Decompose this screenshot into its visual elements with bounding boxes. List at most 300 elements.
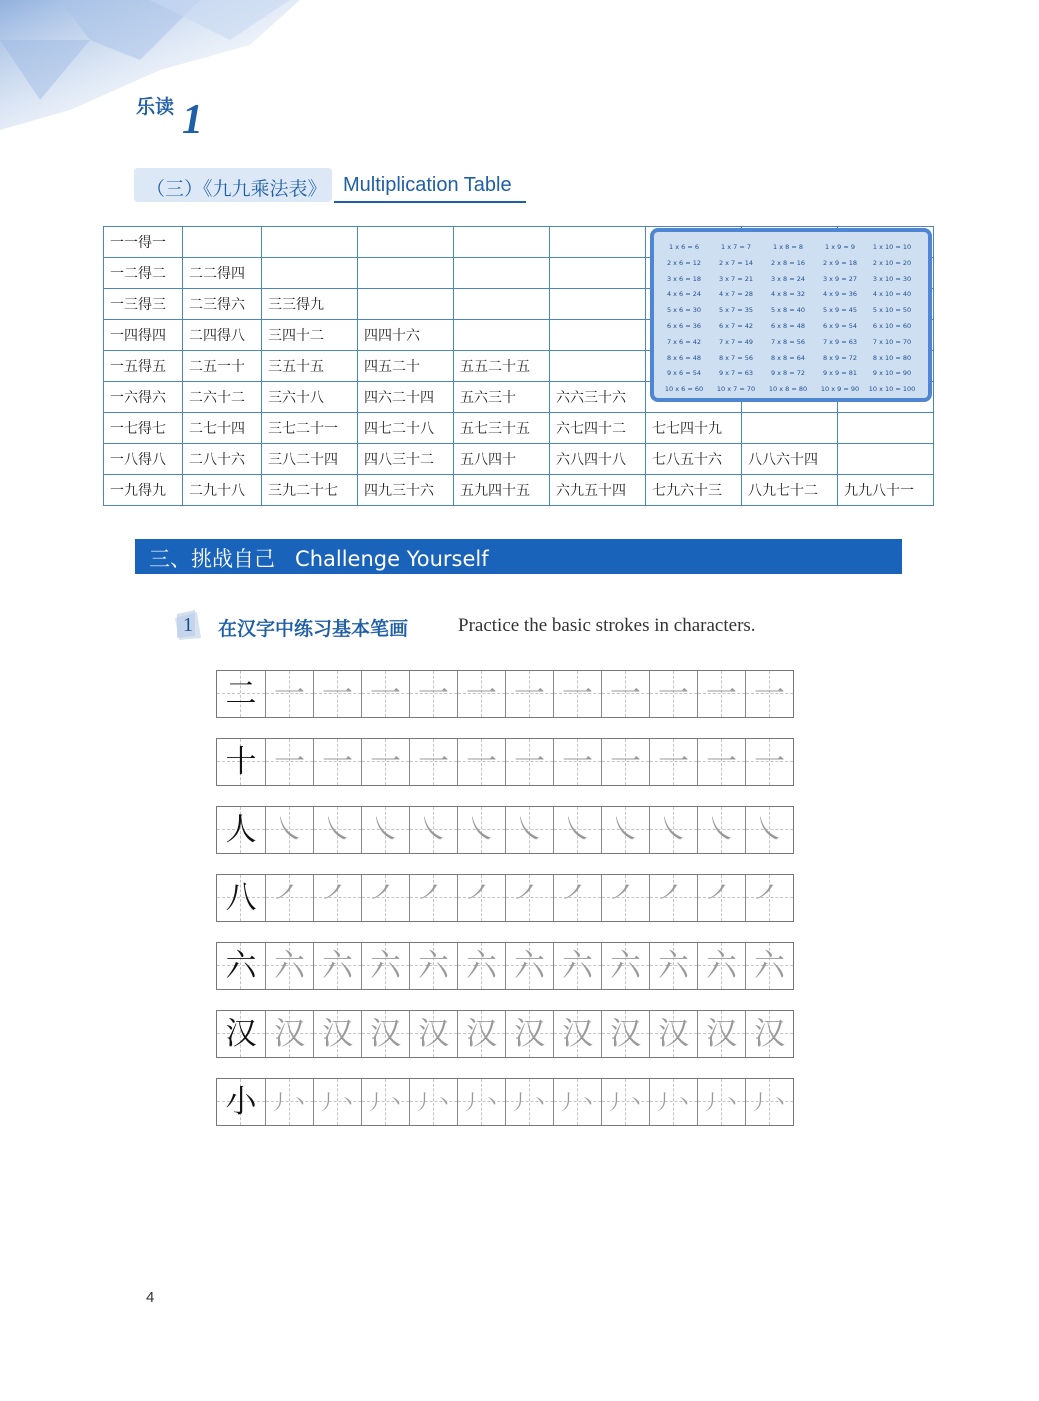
table-cell: 六七四十二 — [550, 413, 646, 444]
trace-cell[interactable] — [649, 875, 697, 921]
trace-stroke: 一 — [370, 675, 401, 712]
trace-cell[interactable] — [601, 1011, 649, 1057]
trace-cell[interactable] — [457, 807, 505, 853]
trace-cell[interactable] — [409, 1011, 457, 1057]
banner-title: 三、挑战自己 Challenge Yourself — [149, 547, 489, 571]
trace-cell[interactable] — [361, 671, 409, 717]
board-equation: 10 x 9 = 90 — [820, 385, 860, 394]
trace-cell[interactable] — [265, 671, 313, 717]
model-character: 八 — [225, 879, 257, 916]
trace-stroke: 六 — [274, 947, 305, 984]
trace-stroke: 一 — [658, 675, 689, 712]
trace-cell[interactable] — [457, 875, 505, 921]
model-character: 十 — [225, 743, 257, 780]
trace-stroke: 一 — [658, 743, 689, 780]
trace-cell[interactable] — [601, 943, 649, 989]
exercise-title-zh: 在汉字中练习基本笔画 — [218, 618, 409, 640]
board-equation: 2 x 10 = 20 — [872, 258, 912, 267]
trace-cell[interactable] — [553, 1011, 601, 1057]
trace-cell[interactable] — [457, 671, 505, 717]
trace-cell[interactable] — [313, 1079, 361, 1125]
table-row — [104, 444, 934, 475]
table-cell — [550, 258, 646, 289]
board-equation: 6 x 6 = 36 — [666, 321, 702, 330]
table-cell: 二八十六 — [183, 444, 262, 475]
trace-stroke: 丿丶 — [461, 1090, 502, 1114]
trace-cell[interactable] — [697, 875, 745, 921]
table-cell: 二二得四 — [183, 258, 262, 289]
table-cell — [454, 289, 550, 320]
board-equation: 8 x 6 = 48 — [666, 353, 702, 362]
table-cell: 三六十八 — [262, 382, 358, 413]
trace-cell[interactable] — [361, 1011, 409, 1057]
trace-stroke: 一 — [514, 743, 545, 780]
book-number: 1 — [182, 97, 203, 143]
table-cell: 四八三十二 — [358, 444, 454, 475]
multiplication-board — [650, 228, 932, 402]
table-cell: 六六三十六 — [550, 382, 646, 413]
trace-cell[interactable] — [409, 943, 457, 989]
trace-cell[interactable] — [361, 739, 409, 785]
trace-stroke: 六 — [562, 947, 593, 984]
trace-stroke: 一 — [466, 675, 497, 712]
board-equation: 6 x 10 = 60 — [872, 321, 912, 330]
table-cell — [454, 258, 550, 289]
trace-stroke: 一 — [514, 675, 545, 712]
model-character: 二 — [225, 675, 257, 712]
table-cell — [262, 258, 358, 289]
trace-cell[interactable] — [745, 671, 793, 717]
trace-cell[interactable] — [313, 739, 361, 785]
table-cell: 二五一十 — [183, 351, 262, 382]
exercise-title-en: Practice the basic strokes in characters. — [458, 615, 756, 636]
board-equation: 8 x 10 = 80 — [872, 353, 912, 362]
challenge-banner — [135, 539, 902, 574]
board-equation: 3 x 7 = 21 — [718, 274, 754, 283]
board-equation: 6 x 8 = 48 — [770, 321, 806, 330]
table-cell: 五八四十 — [454, 444, 550, 475]
trace-cell[interactable] — [601, 807, 649, 853]
trace-cell[interactable] — [745, 807, 793, 853]
trace-cell[interactable] — [553, 875, 601, 921]
table-cell — [838, 444, 934, 475]
trace-cell[interactable] — [697, 943, 745, 989]
trace-stroke: 丿丶 — [605, 1090, 646, 1114]
trace-stroke: 六 — [706, 947, 737, 984]
table-cell: 一九得九 — [104, 475, 183, 506]
trace-stroke: 丿丶 — [557, 1090, 598, 1114]
trace-cell[interactable] — [409, 875, 457, 921]
board-equation: 1 x 6 = 6 — [669, 243, 699, 251]
trace-cell[interactable] — [745, 739, 793, 785]
trace-cell[interactable] — [409, 1079, 457, 1125]
exercise-number: 1 — [183, 614, 193, 636]
trace-stroke: 汉 — [322, 1015, 353, 1052]
trace-stroke: 丿丶 — [509, 1090, 550, 1114]
table-cell: 一六得六 — [104, 382, 183, 413]
table-cell: 七九六十三 — [646, 475, 742, 506]
trace-stroke: 汉 — [610, 1015, 641, 1052]
trace-stroke: 丿丶 — [413, 1090, 454, 1114]
practice-row — [216, 806, 794, 854]
board-equation: 10 x 7 = 70 — [716, 385, 756, 394]
trace-cell[interactable] — [649, 1011, 697, 1057]
board-equation: 10 x 10 = 100 — [868, 385, 916, 394]
table-cell — [358, 227, 454, 258]
trace-cell[interactable] — [505, 671, 553, 717]
model-character: 六 — [225, 947, 257, 984]
trace-stroke: ㇏ — [274, 811, 305, 848]
board-equation: 9 x 9 = 81 — [822, 369, 858, 378]
table-cell: 三四十二 — [262, 320, 358, 351]
table-cell: 二七十四 — [183, 413, 262, 444]
trace-stroke: ㇏ — [370, 811, 401, 848]
board-equation: 7 x 8 = 56 — [770, 337, 806, 346]
trace-stroke: 一 — [418, 743, 449, 780]
board-equation: 8 x 8 = 64 — [770, 353, 806, 362]
section-english-title: Multiplication Table — [334, 174, 526, 203]
trace-stroke: 六 — [610, 947, 641, 984]
trace-stroke: 汉 — [754, 1015, 785, 1052]
trace-cell[interactable] — [649, 671, 697, 717]
table-cell — [454, 227, 550, 258]
trace-cell[interactable] — [553, 739, 601, 785]
table-cell: 四九三十六 — [358, 475, 454, 506]
table-cell — [454, 320, 550, 351]
table-cell — [550, 320, 646, 351]
trace-stroke: ㇒ — [514, 879, 545, 916]
board-equation: 5 x 7 = 35 — [718, 306, 754, 315]
corner-decoration — [0, 0, 320, 140]
trace-cell[interactable] — [265, 1011, 313, 1057]
practice-row — [216, 1078, 794, 1126]
trace-cell[interactable] — [601, 875, 649, 921]
trace-cell[interactable] — [697, 807, 745, 853]
trace-stroke: ㇏ — [706, 811, 737, 848]
trace-cell[interactable] — [505, 807, 553, 853]
board-equation: 7 x 7 = 49 — [718, 337, 754, 346]
trace-cell[interactable] — [649, 1079, 697, 1125]
table-cell: 三九二十七 — [262, 475, 358, 506]
trace-stroke: 汉 — [706, 1015, 737, 1052]
table-cell — [358, 258, 454, 289]
trace-stroke: ㇏ — [466, 811, 497, 848]
trace-stroke: ㇏ — [610, 811, 641, 848]
trace-stroke: ㇒ — [706, 879, 737, 916]
board-column — [658, 240, 710, 398]
table-cell: 四七二十八 — [358, 413, 454, 444]
trace-stroke: 汉 — [370, 1015, 401, 1052]
trace-stroke: 一 — [274, 743, 305, 780]
section-tab — [134, 168, 332, 202]
board-equation: 10 x 6 = 60 — [664, 385, 704, 394]
practice-row — [216, 942, 794, 990]
trace-cell[interactable] — [601, 739, 649, 785]
trace-stroke: 汉 — [418, 1015, 449, 1052]
table-row — [104, 413, 934, 444]
board-equation: 7 x 10 = 70 — [872, 337, 912, 346]
practice-row — [216, 670, 794, 718]
model-character: 汉 — [225, 1015, 257, 1052]
table-cell: 三八二十四 — [262, 444, 358, 475]
table-cell: 二六十二 — [183, 382, 262, 413]
trace-cell[interactable] — [361, 807, 409, 853]
table-cell: 二三得六 — [183, 289, 262, 320]
board-equation: 5 x 10 = 50 — [872, 306, 912, 315]
board-equation: 2 x 6 = 12 — [666, 258, 702, 267]
board-equation: 2 x 9 = 18 — [822, 258, 858, 267]
trace-cell[interactable] — [745, 943, 793, 989]
trace-cell[interactable] — [601, 1079, 649, 1125]
board-equation: 5 x 9 = 45 — [822, 306, 858, 315]
model-character-cell — [217, 739, 265, 785]
trace-stroke: 汉 — [562, 1015, 593, 1052]
board-equation: 9 x 8 = 72 — [770, 369, 806, 378]
trace-stroke: 汉 — [274, 1015, 305, 1052]
board-equation: 10 x 8 = 80 — [768, 385, 808, 394]
trace-stroke: 一 — [562, 675, 593, 712]
trace-stroke: 一 — [322, 675, 353, 712]
trace-stroke: 一 — [706, 743, 737, 780]
trace-stroke: 一 — [370, 743, 401, 780]
board-equation: 6 x 7 = 42 — [718, 321, 754, 330]
table-cell: 七八五十六 — [646, 444, 742, 475]
board-column — [762, 240, 814, 398]
trace-cell[interactable] — [457, 739, 505, 785]
table-cell: 六九五十四 — [550, 475, 646, 506]
trace-cell[interactable] — [409, 671, 457, 717]
trace-stroke: 一 — [706, 675, 737, 712]
model-character-cell — [217, 1079, 265, 1125]
trace-stroke: 六 — [514, 947, 545, 984]
model-character-cell — [217, 807, 265, 853]
board-equation: 4 x 9 = 36 — [822, 290, 858, 299]
board-equation: 7 x 6 = 42 — [666, 337, 702, 346]
trace-stroke: 汉 — [466, 1015, 497, 1052]
board-equation: 8 x 7 = 56 — [718, 353, 754, 362]
page-number: 4 — [146, 1289, 155, 1306]
table-cell: 三五十五 — [262, 351, 358, 382]
board-equation: 9 x 7 = 63 — [718, 369, 754, 378]
trace-cell[interactable] — [361, 875, 409, 921]
table-cell: 八八六十四 — [742, 444, 838, 475]
trace-cell[interactable] — [505, 943, 553, 989]
table-cell: 三七二十一 — [262, 413, 358, 444]
board-equation: 4 x 7 = 28 — [718, 290, 754, 299]
trace-stroke: ㇒ — [754, 879, 785, 916]
table-cell: 五五二十五 — [454, 351, 550, 382]
table-cell: 一四得四 — [104, 320, 183, 351]
table-cell — [550, 227, 646, 258]
table-cell: 五六三十 — [454, 382, 550, 413]
table-cell: 一三得三 — [104, 289, 183, 320]
table-cell: 二九十八 — [183, 475, 262, 506]
trace-stroke: 汉 — [658, 1015, 689, 1052]
trace-cell[interactable] — [409, 739, 457, 785]
trace-cell[interactable] — [457, 1011, 505, 1057]
trace-cell[interactable] — [505, 739, 553, 785]
table-cell — [262, 227, 358, 258]
model-character: 人 — [225, 811, 257, 848]
board-equation: 5 x 8 = 40 — [770, 306, 806, 315]
trace-stroke: 六 — [658, 947, 689, 984]
trace-stroke: 丿丶 — [317, 1090, 358, 1114]
trace-stroke: 六 — [466, 947, 497, 984]
board-equation: 1 x 10 = 10 — [872, 243, 912, 251]
table-cell — [550, 289, 646, 320]
board-equation: 3 x 6 = 18 — [666, 274, 702, 283]
board-equation: 4 x 10 = 40 — [872, 290, 912, 299]
trace-cell[interactable] — [313, 671, 361, 717]
trace-cell[interactable] — [601, 671, 649, 717]
trace-stroke: ㇒ — [466, 879, 497, 916]
practice-row — [216, 738, 794, 786]
board-equation: 7 x 9 = 63 — [822, 337, 858, 346]
trace-cell[interactable] — [265, 807, 313, 853]
board-column — [710, 240, 762, 398]
trace-cell[interactable] — [649, 807, 697, 853]
trace-cell[interactable] — [649, 739, 697, 785]
table-cell: 六八四十八 — [550, 444, 646, 475]
model-character-cell — [217, 1011, 265, 1057]
board-equation: 4 x 6 = 24 — [666, 290, 702, 299]
section-tab-label: （三）《九九乘法表》 — [146, 178, 327, 200]
trace-cell[interactable] — [361, 1079, 409, 1125]
table-cell — [550, 351, 646, 382]
trace-cell[interactable] — [313, 807, 361, 853]
board-equation: 2 x 8 = 16 — [770, 258, 806, 267]
trace-stroke: 一 — [610, 743, 641, 780]
trace-cell[interactable] — [265, 1079, 313, 1125]
trace-cell[interactable] — [505, 1011, 553, 1057]
table-cell: 四四十六 — [358, 320, 454, 351]
model-character-cell — [217, 875, 265, 921]
trace-cell[interactable] — [553, 943, 601, 989]
table-cell — [742, 413, 838, 444]
trace-stroke: ㇏ — [754, 811, 785, 848]
trace-cell[interactable] — [265, 739, 313, 785]
board-equation: 2 x 7 = 14 — [718, 258, 754, 267]
trace-cell[interactable] — [505, 1079, 553, 1125]
trace-stroke: 一 — [322, 743, 353, 780]
trace-stroke: ㇏ — [562, 811, 593, 848]
board-equation: 1 x 7 = 7 — [721, 243, 751, 251]
table-cell: 四六二十四 — [358, 382, 454, 413]
table-cell: 二四得八 — [183, 320, 262, 351]
model-character-cell — [217, 671, 265, 717]
trace-stroke: ㇒ — [274, 879, 305, 916]
trace-stroke: 一 — [610, 675, 641, 712]
table-cell — [838, 413, 934, 444]
trace-cell[interactable] — [553, 671, 601, 717]
trace-cell[interactable] — [697, 739, 745, 785]
table-cell — [358, 289, 454, 320]
trace-cell[interactable] — [697, 671, 745, 717]
trace-cell[interactable] — [697, 1079, 745, 1125]
board-column — [866, 240, 918, 398]
trace-stroke: 一 — [466, 743, 497, 780]
book-title — [136, 92, 203, 143]
trace-stroke: 丿丶 — [701, 1090, 742, 1114]
trace-stroke: 六 — [418, 947, 449, 984]
trace-stroke: ㇒ — [562, 879, 593, 916]
trace-cell[interactable] — [361, 943, 409, 989]
trace-stroke: 一 — [418, 675, 449, 712]
board-equation: 6 x 9 = 54 — [822, 321, 858, 330]
trace-cell[interactable] — [745, 1079, 793, 1125]
trace-cell[interactable] — [265, 943, 313, 989]
trace-cell[interactable] — [745, 1011, 793, 1057]
trace-cell[interactable] — [457, 1079, 505, 1125]
trace-cell[interactable] — [457, 943, 505, 989]
trace-cell[interactable] — [313, 943, 361, 989]
trace-stroke: 丿丶 — [653, 1090, 694, 1114]
trace-cell[interactable] — [553, 807, 601, 853]
trace-cell[interactable] — [745, 875, 793, 921]
trace-stroke: 丿丶 — [749, 1090, 790, 1114]
trace-cell[interactable] — [505, 875, 553, 921]
board-equation: 8 x 9 = 72 — [822, 353, 858, 362]
table-cell: 五九四十五 — [454, 475, 550, 506]
trace-stroke: ㇏ — [514, 811, 545, 848]
trace-cell[interactable] — [409, 807, 457, 853]
table-cell: 七七四十九 — [646, 413, 742, 444]
board-equation: 3 x 10 = 30 — [872, 274, 912, 283]
table-cell — [183, 227, 262, 258]
trace-stroke: 六 — [370, 947, 401, 984]
trace-stroke: ㇒ — [610, 879, 641, 916]
trace-stroke: 丿丶 — [365, 1090, 406, 1114]
book-title-text: 乐读 — [136, 96, 175, 118]
board-equation: 9 x 6 = 54 — [666, 369, 702, 378]
table-cell: 一二得二 — [104, 258, 183, 289]
table-cell: 八九七十二 — [742, 475, 838, 506]
trace-stroke: ㇒ — [370, 879, 401, 916]
trace-cell[interactable] — [265, 875, 313, 921]
trace-stroke: 六 — [754, 947, 785, 984]
table-cell: 九九八十一 — [838, 475, 934, 506]
trace-stroke: 一 — [754, 675, 785, 712]
trace-stroke: ㇏ — [322, 811, 353, 848]
table-cell: 四五二十 — [358, 351, 454, 382]
trace-cell[interactable] — [553, 1079, 601, 1125]
trace-stroke: ㇒ — [658, 879, 689, 916]
board-equation: 9 x 10 = 90 — [872, 369, 912, 378]
table-cell: 一八得八 — [104, 444, 183, 475]
trace-stroke: 六 — [322, 947, 353, 984]
trace-cell[interactable] — [697, 1011, 745, 1057]
board-equation: 4 x 8 = 32 — [770, 290, 806, 299]
trace-stroke: 一 — [562, 743, 593, 780]
trace-stroke: ㇒ — [322, 879, 353, 916]
trace-cell[interactable] — [649, 943, 697, 989]
board-equation: 1 x 9 = 9 — [825, 243, 855, 251]
board-equation: 3 x 9 = 27 — [822, 274, 858, 283]
trace-cell[interactable] — [313, 875, 361, 921]
table-row — [104, 475, 934, 506]
board-equation: 3 x 8 = 24 — [770, 274, 806, 283]
table-cell: 一一得一 — [104, 227, 183, 258]
trace-cell[interactable] — [313, 1011, 361, 1057]
model-character: 小 — [225, 1083, 257, 1120]
board-equation: 1 x 8 = 8 — [773, 243, 803, 251]
table-cell: 五七三十五 — [454, 413, 550, 444]
table-cell: 一七得七 — [104, 413, 183, 444]
trace-stroke: 一 — [754, 743, 785, 780]
trace-stroke: ㇏ — [658, 811, 689, 848]
trace-stroke: 丿丶 — [269, 1090, 310, 1114]
trace-stroke: ㇏ — [418, 811, 449, 848]
